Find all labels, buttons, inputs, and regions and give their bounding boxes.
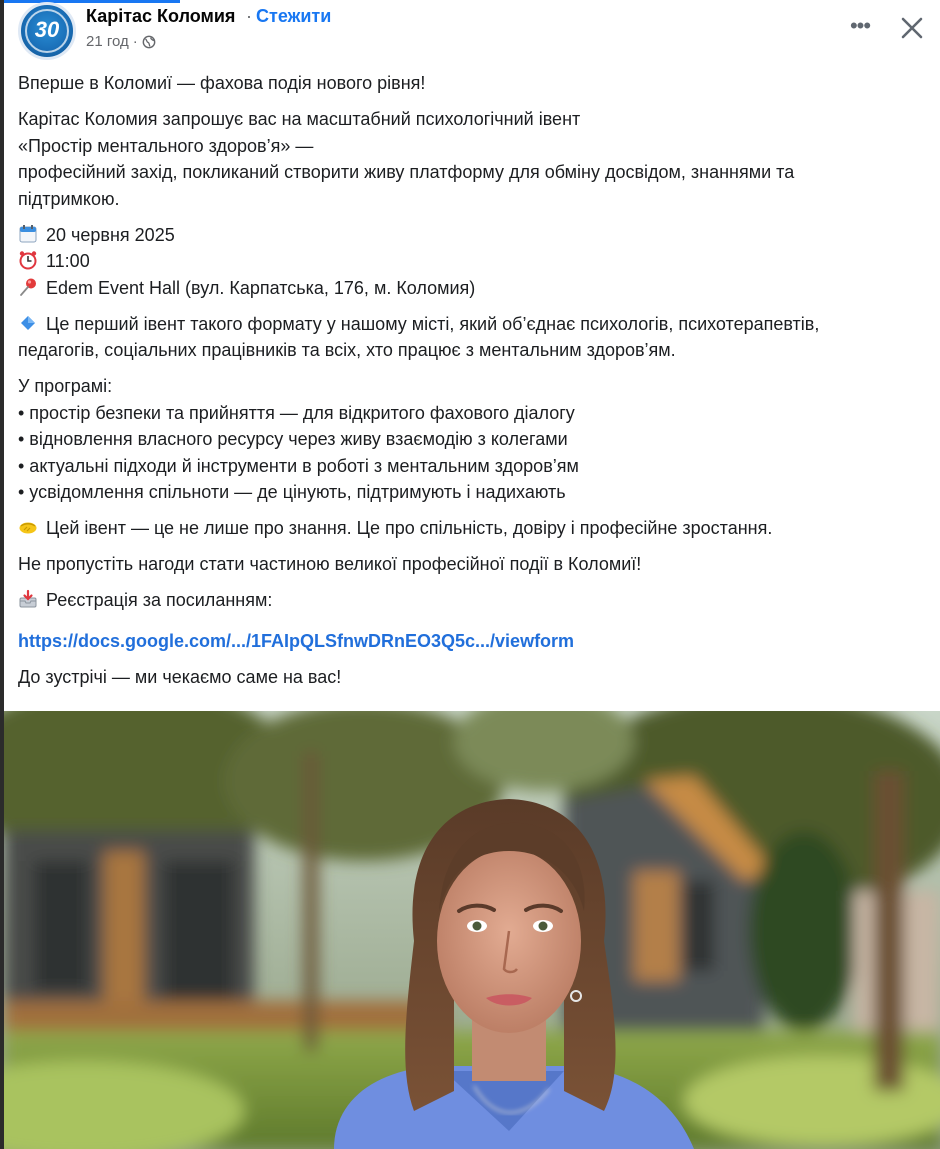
inbox-tray-icon — [18, 589, 38, 609]
intro-line: підтримкою. — [18, 188, 120, 209]
more-options-button[interactable]: ••• — [849, 13, 871, 38]
about-text-1: Це перший івент такого формату у нашому місті, який об’єднає психологів, психотерапевтів, — [46, 313, 820, 334]
intro-line: «Простір ментального здоров’я» — — [18, 135, 314, 156]
event-location-line — [18, 275, 928, 302]
handshake-icon — [18, 517, 38, 537]
closing-paragraph: До зустрічі — ми чекаємо саме на вас! — [18, 666, 342, 687]
facebook-post — [4, 0, 940, 1149]
name-separator: · — [246, 6, 252, 26]
program-item: • усвідомлення спільноти — де цінують, підтримують і надихають — [18, 482, 566, 502]
about-paragraph — [18, 311, 928, 364]
program-section — [18, 373, 928, 506]
invite-paragraph: Не пропустіть нагоди стати частиною великої професійної події в Коломиї! — [18, 554, 642, 574]
program-item: • відновлення власного ресурсу через живу взаємодію з колегами — [18, 429, 568, 449]
meta-separator: · — [132, 33, 138, 50]
page-avatar[interactable] — [18, 2, 76, 60]
registration-paragraph — [18, 587, 928, 614]
event-date: 20 червня 2025 — [46, 224, 175, 245]
about-line — [18, 311, 928, 338]
post-meta — [86, 33, 156, 50]
page-name[interactable]: Карітас Коломия — [86, 6, 236, 26]
program-item: • актуальні підходи й інструменти в роботі з ментальним здоров’ям — [18, 455, 579, 476]
avatar-number: 30 — [34, 17, 60, 42]
link-paragraph — [18, 628, 928, 655]
post-header — [4, 0, 940, 64]
post-timestamp[interactable]: 21 год — [86, 33, 129, 50]
post-text — [18, 70, 928, 700]
registration-text: Реєстрація за посиланням: — [46, 590, 273, 610]
blue-diamond-icon — [18, 313, 38, 333]
close-icon[interactable] — [894, 10, 930, 46]
program-title: У програмі: — [18, 376, 113, 396]
intro-line: Карітас Коломия запрошує вас на масштабний психологічний івент — [18, 109, 581, 129]
event-time-line — [18, 248, 928, 275]
event-date-line — [18, 222, 928, 249]
event-time: 11:00 — [46, 251, 90, 271]
registration-link[interactable]: https://docs.google.com/.../1FAIpQLSfnwDRnEO3Q5c.../viewform — [18, 630, 575, 651]
values-paragraph — [18, 515, 928, 542]
alarm-clock-icon — [18, 250, 38, 270]
event-details — [18, 222, 928, 302]
post-video-thumbnail[interactable] — [4, 711, 940, 1149]
program-item: • простір безпеки та прийняття — для відкритого фахового діалогу — [18, 402, 575, 423]
intro-line: професійний захід, покликаний створити живу платформу для обміну досвідом, знаннями та — [18, 162, 795, 182]
about-text-2: педагогів, соціальних працівників та всіх, хто працює з ментальним здоров’ям. — [18, 340, 676, 360]
follow-button[interactable]: Стежити — [256, 6, 332, 26]
event-location: Edem Event Hall (вул. Карпатська, 176, м. Коломия) — [46, 277, 476, 298]
globe-icon — [142, 35, 156, 49]
values-text: Цей івент — це не лише про знання. Це про спільність, довіру і професійне зростання. — [46, 518, 773, 538]
intro-paragraph — [18, 106, 928, 212]
round-pushpin-icon — [18, 277, 38, 297]
calendar-icon — [18, 224, 38, 244]
post-headline: Вперше в Коломиї — фахова подія нового рівня! — [18, 73, 426, 93]
